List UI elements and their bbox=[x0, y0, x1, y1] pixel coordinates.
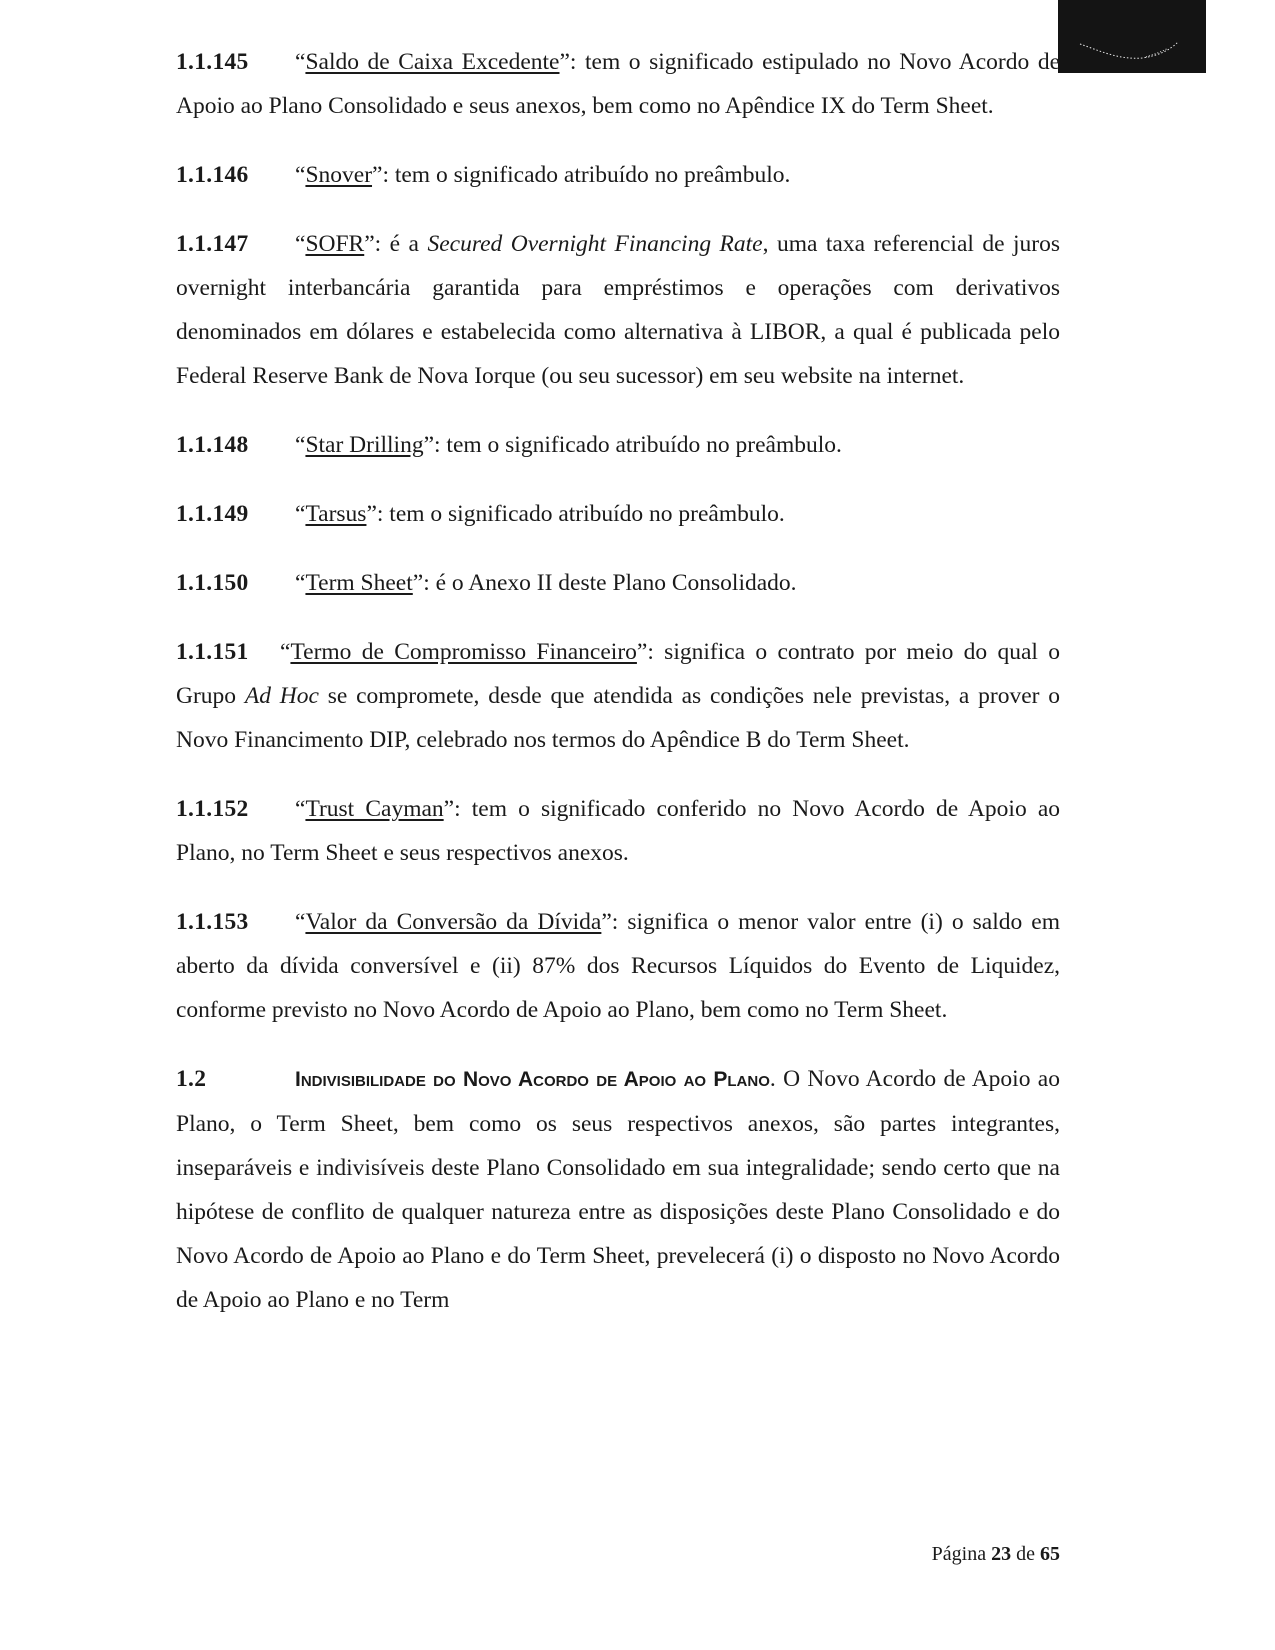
section-heading: Indivisibilidade do Novo Acordo de Apoio ao Plano bbox=[295, 1068, 770, 1091]
definition-1-1-153 bbox=[176, 900, 1060, 1032]
clause-number: 1.1.152 bbox=[176, 796, 249, 822]
quote-open: “ bbox=[295, 796, 306, 822]
quote-open: “ bbox=[295, 162, 306, 188]
section-number: 1.2 bbox=[176, 1066, 207, 1092]
signature-stamp bbox=[1058, 0, 1206, 73]
definition-1-1-147 bbox=[176, 222, 1060, 398]
current-page-number: 23 bbox=[991, 1543, 1012, 1565]
clause-number: 1.1.147 bbox=[176, 231, 249, 257]
defined-term: Termo de Compromisso Financeiro bbox=[290, 639, 637, 665]
defined-term: Valor da Conversão da Dívida bbox=[305, 909, 602, 935]
quote-open: “ bbox=[295, 231, 306, 257]
definition-text: ”: tem o significado atribuído no preâmbulo. bbox=[372, 162, 791, 188]
defined-term: Saldo de Caixa Excedente bbox=[305, 49, 560, 75]
clause-number: 1.1.149 bbox=[176, 501, 249, 527]
definition-1-1-151 bbox=[176, 630, 1060, 762]
defined-term: SOFR bbox=[305, 231, 365, 257]
document-body bbox=[176, 40, 1060, 1347]
clause-number: 1.1.151 bbox=[176, 639, 249, 665]
definition-1-1-146 bbox=[176, 153, 1060, 197]
quote-open: “ bbox=[295, 501, 306, 527]
quote-open: “ bbox=[280, 639, 291, 665]
quote-open: “ bbox=[295, 909, 306, 935]
page-label: Página bbox=[931, 1543, 987, 1565]
defined-term: Star Drilling bbox=[305, 432, 424, 458]
defined-term: Trust Cayman bbox=[305, 796, 444, 822]
definition-text-cont: , uma taxa referencial de juros overnight interbancária garantida para empréstimos e operações com derivativos denominados em dólares e estabelecida como alternativa à LIBOR, a qual é publicada pelo Federal Reserve Bank de Nova Iorque (ou seu sucessor) em seu website na internet. bbox=[176, 231, 1061, 389]
definition-text: ”: é o Anexo II deste Plano Consolidado. bbox=[412, 570, 797, 596]
definition-1-1-145 bbox=[176, 40, 1060, 128]
definition-text-cont: se compromete, desde que atendida as condições nele previstas, a prover o Novo Financimento DIP, celebrado nos termos do Apêndice B do Term Sheet. bbox=[176, 683, 1060, 753]
quote-open: “ bbox=[295, 49, 306, 75]
italic-text: Ad Hoc bbox=[244, 683, 319, 709]
definition-text: ”: tem o significado atribuído no preâmbulo. bbox=[423, 432, 842, 458]
quote-open: “ bbox=[295, 570, 306, 596]
definition-1-1-149 bbox=[176, 492, 1060, 536]
clause-number: 1.1.153 bbox=[176, 909, 249, 935]
clause-number: 1.1.148 bbox=[176, 432, 249, 458]
total-pages-number: 65 bbox=[1040, 1543, 1060, 1565]
section-1-2 bbox=[176, 1057, 1060, 1322]
definition-text: ”: tem o significado estipulado no Novo Acordo de Apoio ao Plano Consolidado e seus anexos, bem como no Apêndice IX do Term Sheet. bbox=[176, 49, 1060, 119]
defined-term: Tarsus bbox=[305, 501, 367, 527]
quote-open: “ bbox=[295, 432, 306, 458]
page-footer bbox=[932, 1543, 1060, 1566]
clause-number: 1.1.146 bbox=[176, 162, 249, 188]
clause-number: 1.1.150 bbox=[176, 570, 249, 596]
definition-text: ”: significa o contrato por meio do qual o Grupo bbox=[176, 639, 1060, 709]
italic-text: Secured Overnight Financing Rate bbox=[427, 231, 763, 257]
section-text: . O Novo Acordo de Apoio ao Plano, o Term Sheet, bem como os seus respectivos anexos, são partes integrantes, inseparáveis e indivisíveis deste Plano Consolidado em sua integralidade; sendo certo que na hipótese de conflito de qualquer natureza entre as disposições deste Plano Consolidado e do Novo Acordo de Apoio ao Plano e do Term Sheet, prevelecerá (i) o disposto no Novo Acordo de Apoio ao Plano e no Term bbox=[176, 1066, 1060, 1313]
definition-text: ”: é a bbox=[364, 231, 428, 257]
definition-1-1-148 bbox=[176, 423, 1060, 467]
definition-text: ”: significa o menor valor entre (i) o saldo em aberto da dívida conversível e (ii) 87% dos Recursos Líquidos do Evento de Liquidez, conforme previsto no Novo Acordo de Apoio ao Plano, bem como no Term Sheet. bbox=[176, 909, 1060, 1023]
definition-1-1-150 bbox=[176, 561, 1060, 605]
defined-term: Snover bbox=[305, 162, 373, 188]
signature-scribble bbox=[1058, 0, 1206, 73]
definition-1-1-152 bbox=[176, 787, 1060, 875]
page-separator: de bbox=[1016, 1543, 1035, 1565]
clause-number: 1.1.145 bbox=[176, 49, 249, 75]
definition-text: ”: tem o significado atribuído no preâmbulo. bbox=[366, 501, 785, 527]
defined-term: Term Sheet bbox=[305, 570, 413, 596]
definition-text: ”: tem o significado conferido no Novo Acordo de Apoio ao Plano, no Term Sheet e seus respectivos anexos. bbox=[176, 796, 1061, 866]
